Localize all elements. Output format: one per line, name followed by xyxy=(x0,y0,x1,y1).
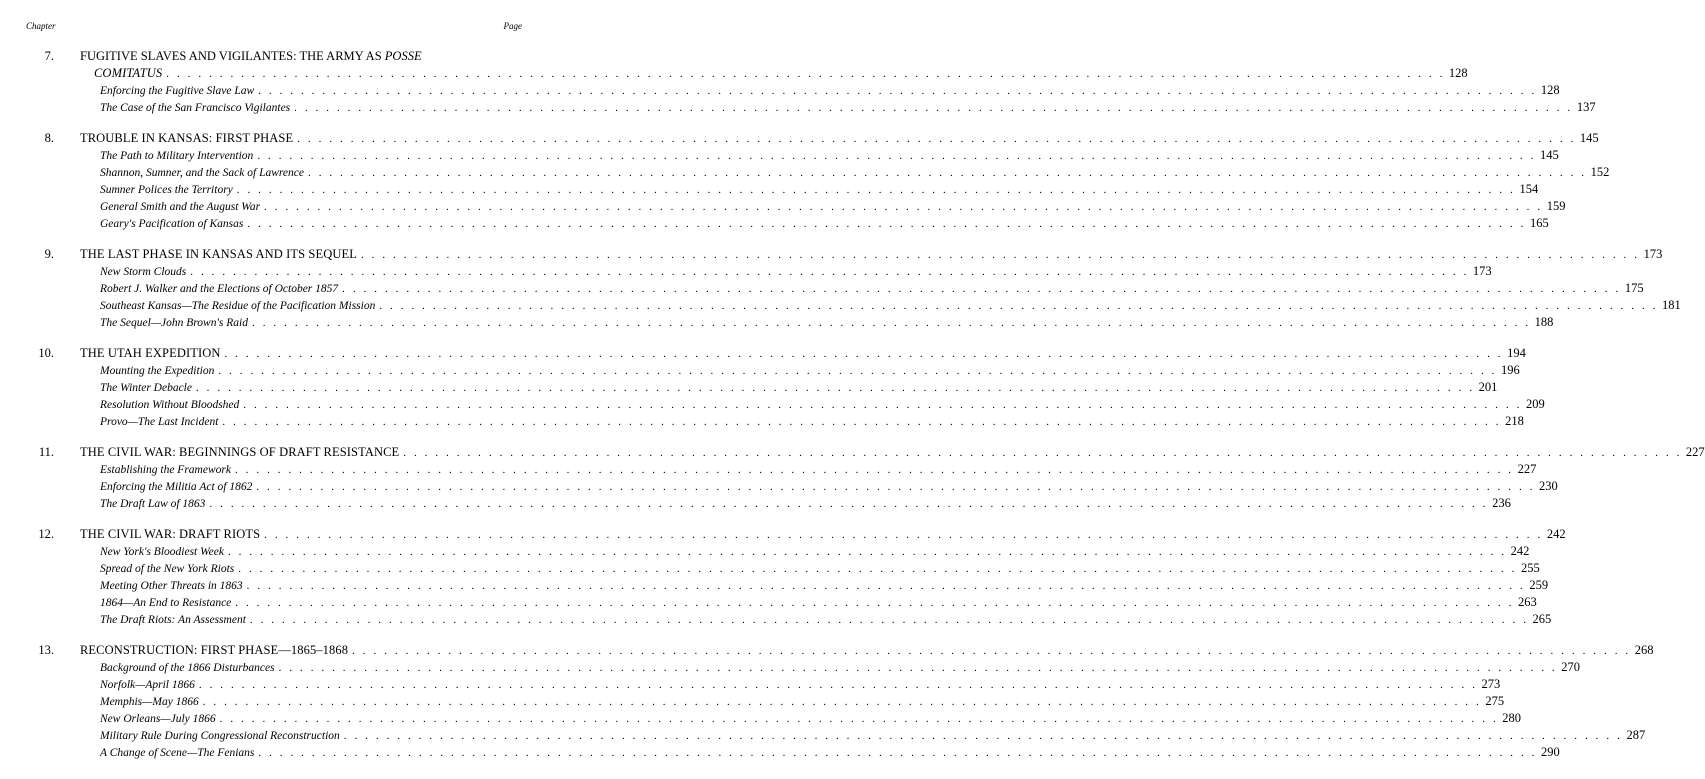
section-entry xyxy=(0,164,1610,181)
section-title: Memphis—May 1866 xyxy=(100,696,199,708)
section-page: 263 xyxy=(1517,595,1537,609)
section-entry xyxy=(0,362,1520,379)
section-entry xyxy=(0,543,1530,560)
chapter-page: 173 xyxy=(1643,247,1663,261)
entry-row xyxy=(100,379,1498,397)
chapter-number: 11. xyxy=(38,445,54,459)
dot-leader: . . . . . . . . . . . . . . . . . . . . . . . . . . . . . . . . . . . . . . . . . . . . . . . . . . . . . . . . . . . . . . . . . . . . . . . . . . . . . . . . . . . . . . . . . . . . . . . . . . . . . . . . . . . . . . . . . . . . . . . . xyxy=(227,546,1507,558)
dot-leader: . . . . . . . . . . . . . . . . . . . . . . . . . . . . . . . . . . . . . . . . . . . . . . . . . . . . . . . . . . . . . . . . . . . . . . . . . . . . . . . . . . . . . . . . . . . . . . . . . . . . . . . . . . . . . . . . . . . . . . . . xyxy=(246,580,1526,592)
chapter-title-line xyxy=(0,246,1663,263)
chapter-block xyxy=(0,345,1545,430)
section-title: Meeting Other Threats in 1863 xyxy=(100,580,243,592)
chapter-block xyxy=(0,130,1610,232)
dot-leader: . . . . . . . . . . . . . . . . . . . . . . . . . . . . . . . . . . . . . . . . . . . . . . . . . . . . . . . . . . . . . . . . . . . . . . . . . . . . . . . . . . . . . . . . . . . . . . . . . . . . . . . . . . . . . . . . . . . . . . . . xyxy=(264,201,1543,213)
entry-row xyxy=(100,693,1505,711)
section-entry xyxy=(0,659,1581,676)
dot-leader: . . . . . . . . . . . . . . . . . . . . . . . . . . . . . . . . . . . . . . . . . . . . . . . . . . . . . . . . . . . . . . . . . . . . . . . . . . . . . . . . . . . . . . . . . . . . . . . . . . . . . . . . . . . . . . . . . . . . . . . . xyxy=(247,218,1526,230)
section-page: 128 xyxy=(1540,83,1560,97)
section-title: A Change of Scene—The Fenians xyxy=(100,747,255,759)
chapter-number: 9. xyxy=(44,247,54,261)
entry-row xyxy=(100,478,1558,496)
dot-leader: . . . . . . . . . . . . . . . . . . . . . . . . . . . . . . . . . . . . . . . . . . . . . . . . . . . . . . . . . . . . . . . . . . . . . . . . . . . . . . . . . . . . . . . . . . . . . . . . . . . . . . . . . . . . . . . . . . . . . . . . xyxy=(236,184,1516,196)
chapter-page: 128 xyxy=(1448,66,1468,80)
chapter-block xyxy=(0,246,1681,331)
section-title: Resolution Without Bloodshed xyxy=(100,399,240,411)
section-page: 181 xyxy=(1662,298,1681,312)
section-entry xyxy=(0,478,1558,495)
dot-leader: . . . . . . . . . . . . . . . . . . . . . . . . . . . . . . . . . . . . . . . . . . . . . . . . . . . . . . . . . . . . . . . . . . . . . . . . . . . . . . . . . . . . . . . . . . . . . . . . . . . . . . . . . . . . . . . . . . . . . . . . xyxy=(360,249,1640,261)
entry-row xyxy=(100,495,1511,513)
section-entry xyxy=(0,198,1566,215)
dot-leader: . . . . . . . . . . . . . . . . . . . . . . . . . . . . . . . . . . . . . . . . . . . . . . . . . . . . . . . . . . . . . . . . . . . . . . . . . . . . . . . . . . . . . . . . . . . . . . . . . . . . . . . . . . . . . . . . . . . . . . . . xyxy=(379,300,1658,312)
entry-row xyxy=(100,297,1681,315)
entry-row xyxy=(100,659,1581,677)
section-entry xyxy=(0,82,1560,99)
entry-row xyxy=(80,526,1566,544)
section-entry xyxy=(0,181,1539,198)
section-title: Establishing the Framework xyxy=(100,464,231,476)
entry-row xyxy=(100,676,1501,694)
section-title: The Sequel—John Brown's Raid xyxy=(100,317,249,329)
section-title: The Path to Military Intervention xyxy=(100,150,254,162)
section-page: 159 xyxy=(1546,199,1566,213)
chapter-title-line xyxy=(0,130,1599,147)
entry-row xyxy=(100,594,1537,612)
chapter-title-line xyxy=(0,642,1654,659)
section-page: 242 xyxy=(1510,544,1530,558)
dot-leader: . . . . . . . . . . . . . . . . . . . . . . . . . . . . . . . . . . . . . . . . . . . . . . . . . . . . . . . . . . . . . . . . . . . . . . . . . . . . . . . . . . . . . . . . . . . . . . . . . . . . . . . . . . . . . . . . . . . . . . . . xyxy=(238,563,1517,575)
dot-leader: . . . . . . . . . . . . . . . . . . . . . . . . . . . . . . . . . . . . . . . . . . . . . . . . . . . . . . . . . . . . . . . . . . . . . . . . . . . . . . . . . . . . . . . . . . . . . . . . . . . . . . . . . . . . . . . . . . . . . . . . xyxy=(224,348,1504,360)
dot-leader: . . . . . . . . . . . . . . . . . . . . . . . . . . . . . . . . . . . . . . . . . . . . . . . . . . . . . . . . . . . . . . . . . . . . . . . . . . . . . . . . . . . . . . . . . . . . . . . . . . . . . . . . . . . . . . . . . . . . . . . . xyxy=(258,85,1537,97)
column-header-chapter: Chapter xyxy=(26,21,56,31)
section-entry xyxy=(0,314,1554,331)
section-page: 236 xyxy=(1492,496,1511,510)
dot-leader: . . . . . . . . . . . . . . . . . . . . . . . . . . . . . . . . . . . . . . . . . . . . . . . . . . . . . . . . . . . . . . . . . . . . . . . . . . . . . . . . . . . . . . . . . . . . . . . . . . . . . . . . . . . . . . . . . . . . . . . . xyxy=(249,614,1529,626)
section-page: 152 xyxy=(1590,165,1610,179)
entry-row xyxy=(94,65,1468,83)
entry-row xyxy=(100,396,1545,414)
dot-leader: . . . . . . . . . . . . . . . . . . . . . . . . . . . . . . . . . . . . . . . . . . . . . . . . . . . . . . . . . . . . . . . . . . . . . . . . . . . . . . . . . . . . . . . . . . . . . . . . . . . . . . . . . . . . . . . . . . . . . . . . xyxy=(202,696,1482,708)
section-page: 201 xyxy=(1478,380,1498,394)
section-entry xyxy=(0,280,1644,297)
entry-row xyxy=(100,99,1596,117)
chapter-number: 13. xyxy=(38,643,54,657)
section-entry xyxy=(0,727,1646,744)
section-entry xyxy=(0,744,1560,761)
dot-leader: . . . . . . . . . . . . . . . . . . . . . . . . . . . . . . . . . . . . . . . . . . . . . . . . . . . . . . . . . . . . . . . . . . . . . . . . . . . . . . . . . . . . . . . . . . . . . . . . . . . . . . . . . . . . . . . . . . . . . . . . xyxy=(264,529,1543,541)
section-entry xyxy=(0,147,1559,164)
section-page: 273 xyxy=(1481,677,1501,691)
section-entry xyxy=(0,461,1537,478)
dot-leader: . . . . . . . . . . . . . . . . . . . . . . . . . . . . . . . . . . . . . . . . . . . . . . . . . . . . . . . . . . . . . . . . . . . . . . . . . . . . . . . . . . . . . . . . . . . . . . . . . . . . . . . . . . . . . . . . . . . . . . . . xyxy=(234,464,1514,476)
section-title: Spread of the New York Riots xyxy=(100,563,235,575)
entry-row xyxy=(100,611,1552,629)
dot-leader: . . . . . . . . . . . . . . . . . . . . . . . . . . . . . . . . . . . . . . . . . . . . . . . . . . . . . . . . . . . . . . . . . . . . . . . . . . . . . . . . . . . . . . . . . . . . . . . . . . . . . . . . . . . . . . . . . . . . . . . . xyxy=(218,365,1497,377)
section-title: New York's Bloodiest Week xyxy=(100,546,224,558)
section-page: 165 xyxy=(1529,216,1549,230)
chapter-title-italic: POSSE xyxy=(384,49,422,63)
entry-row xyxy=(80,246,1663,264)
section-page: 154 xyxy=(1519,182,1539,196)
section-page: 275 xyxy=(1485,694,1505,708)
section-entry xyxy=(0,560,1540,577)
dot-leader: . . . . . . . . . . . . . . . . . . . . . . . . . . . . . . . . . . . . . . . . . . . . . . . . . . . . . . . . . . . . . . . . . . . . . . . . . . . . . . . . . . . . . . . . . . . . . . . . . . . . . . . . . . . . . . . . . . . . . . . . xyxy=(222,416,1502,428)
entry-row xyxy=(100,280,1644,298)
section-title: Military Rule During Congressional Reconstruction xyxy=(100,730,340,742)
section-entry xyxy=(0,379,1498,396)
section-page: 290 xyxy=(1541,745,1560,759)
section-title: Geary's Pacification of Kansas xyxy=(100,218,244,230)
chapter-number: 10. xyxy=(38,346,54,360)
entry-row xyxy=(80,345,1526,363)
dot-leader: . . . . . . . . . . . . . . . . . . . . . . . . . . . . . . . . . . . . . . . . . . . . . . . . . . . . . . . . . . . . . . . . . . . . . . . . . . . . . . . . . . . . . . . . . . . . . . . . . . . . . . . . . . . . . . . . . . . . . . . . xyxy=(257,150,1536,162)
dot-leader: . . . . . . . . . . . . . . . . . . . . . . . . . . . . . . . . . . . . . . . . . . . . . . . . . . . . . . . . . . . . . . . . . . . . . . . . . . . . . . . . . . . . . . . . . . . . . . . . . . . . . . . . . . . . . . . . . . . . . . . . xyxy=(195,382,1475,394)
section-page: 230 xyxy=(1539,479,1558,493)
entry-row xyxy=(100,744,1560,762)
section-title: Enforcing the Fugitive Slave Law xyxy=(100,85,255,97)
dot-leader: . . . . . . . . . . . . . . . . . . . . . . . . . . . . . . . . . . . . . . . . . . . . . . . . . . . . . . . . . . . . . . . . . . . . . . . . . . . . . . . . . . . . . . . . . . . . . . . . . . . . . . . . . . . . . . . . . . . . . . . . xyxy=(256,481,1536,493)
chapter-block xyxy=(0,526,1566,628)
entry-row xyxy=(100,461,1537,479)
dot-leader: . . . . . . . . . . . . . . . . . . . . . . . . . . . . . . . . . . . . . . . . . . . . . . . . . . . . . . . . . . . . . . . . . . . . . . . . . . . . . . . . . . . . . . . . . . . . . . . . . . . . . . . . . . . . . . . . . . . . . . . . xyxy=(278,662,1558,674)
chapter-block xyxy=(0,642,1654,761)
chapter-title-italic: COMITATUS xyxy=(94,66,163,80)
chapter-title-line xyxy=(0,65,1468,82)
section-page: 265 xyxy=(1532,612,1552,626)
dot-leader: . . . . . . . . . . . . . . . . . . . . . . . . . . . . . . . . . . . . . . . . . . . . . . . . . . . . . . . . . . . . . . . . . . . . . . . . . . . . . . . . . . . . . . . . . . . . . . . . . . . . . . . . . . . . . . . . . . . . . . . . xyxy=(166,68,1445,80)
section-page: 137 xyxy=(1576,100,1596,114)
entry-row xyxy=(100,215,1549,233)
chapter-number: 12. xyxy=(38,527,54,541)
entry-row xyxy=(100,198,1566,216)
entry-row xyxy=(100,164,1610,182)
dot-leader: . . . . . . . . . . . . . . . . . . . . . . . . . . . . . . . . . . . . . . . . . . . . . . . . . . . . . . . . . . . . . . . . . . . . . . . . . . . . . . . . . . . . . . . . . . . . . . . . . . . . . . . . . . . . . . . . . . . . . . . . xyxy=(209,498,1489,510)
section-entry xyxy=(0,495,1511,512)
entry-row xyxy=(100,147,1559,165)
section-title: Norfolk—April 1866 xyxy=(100,679,195,691)
section-entry xyxy=(0,263,1492,280)
section-page: 188 xyxy=(1534,315,1554,329)
entry-row xyxy=(100,577,1549,595)
chapter-page: 145 xyxy=(1579,131,1599,145)
dot-leader: . . . . . . . . . . . . . . . . . . . . . . . . . . . . . . . . . . . . . . . . . . . . . . . . . . . . . . . . . . . . . . . . . . . . . . . . . . . . . . . . . . . . . . . . . . . . . . . . . . . . . . . . . . . . . . . . . . . . . . . . xyxy=(198,679,1478,691)
chapter-title: THE CIVIL WAR: BEGINNINGS OF DRAFT RESISTANCE xyxy=(80,445,400,459)
section-title: The Draft Riots: An Assessment xyxy=(100,614,246,626)
entry-row xyxy=(100,82,1560,100)
chapter-title-part: FUGITIVE SLAVES AND VIGILANTES: THE ARMY AS POSSE xyxy=(80,49,422,63)
dot-leader: . . . . . . . . . . . . . . . . . . . . . . . . . . . . . . . . . . . . . . . . . . . . . . . . . . . . . . . . . . . . . . . . . . . . . . . . . . . . . . . . . . . . . . . . . . . . . . . . . . . . . . . . . . . . . . . . . . . . . . . . xyxy=(235,597,1514,609)
chapter-page: 227 xyxy=(1685,445,1705,459)
chapter-page: 194 xyxy=(1507,346,1526,360)
section-title: The Case of the San Francisco Vigilantes xyxy=(100,102,291,114)
chapter-block xyxy=(0,48,1596,116)
section-page: 196 xyxy=(1501,363,1520,377)
section-title: Robert J. Walker and the Elections of October 1857 xyxy=(100,283,339,295)
chapter-title: TROUBLE IN KANSAS: FIRST PHASE xyxy=(80,131,294,145)
section-title: New Storm Clouds xyxy=(100,266,187,278)
dot-leader: . . . . . . . . . . . . . . . . . . . . . . . . . . . . . . . . . . . . . . . . . . . . . . . . . . . . . . . . . . . . . . . . . . . . . . . . . . . . . . . . . . . . . . . . . . . . . . . . . . . . . . . . . . . . . . . . . . . . . . . . xyxy=(219,713,1499,725)
entry-row xyxy=(80,444,1705,462)
chapter-title: THE UTAH EXPEDITION xyxy=(80,346,221,360)
section-title: New Orleans—July 1866 xyxy=(100,713,216,725)
section-title: General Smith and the August War xyxy=(100,201,261,213)
entry-row xyxy=(100,413,1524,431)
section-page: 218 xyxy=(1505,414,1524,428)
chapter-number: 8. xyxy=(44,131,54,145)
section-title: Background of the 1866 Disturbances xyxy=(100,662,275,674)
column-header-page: Page xyxy=(503,21,522,31)
dot-leader: . . . . . . . . . . . . . . . . . . . . . . . . . . . . . . . . . . . . . . . . . . . . . . . . . . . . . . . . . . . . . . . . . . . . . . . . . . . . . . . . . . . . . . . . . . . . . . . . . . . . . . . . . . . . . . . . . . . . . . . . xyxy=(294,102,1573,114)
chapter-title: THE LAST PHASE IN KANSAS AND ITS SEQUEL xyxy=(80,247,357,261)
section-page: 255 xyxy=(1520,561,1540,575)
section-title: Provo—The Last Incident xyxy=(100,416,219,428)
dot-leader: . . . . . . . . . . . . . . . . . . . . . . . . . . . . . . . . . . . . . . . . . . . . . . . . . . . . . . . . . . . . . . . . . . . . . . . . . . . . . . . . . . . . . . . . . . . . . . . . . . . . . . . . . . . . . . . . . . . . . . . . xyxy=(258,747,1538,759)
section-entry xyxy=(0,577,1549,594)
dot-leader: . . . . . . . . . . . . . . . . . . . . . . . . . . . . . . . . . . . . . . . . . . . . . . . . . . . . . . . . . . . . . . . . . . . . . . . . . . . . . . . . . . . . . . . . . . . . . . . . . . . . . . . . . . . . . . . . . . . . . . . . xyxy=(343,730,1623,742)
section-title: Enforcing the Militia Act of 1862 xyxy=(100,481,253,493)
chapter-title-line xyxy=(0,48,558,65)
chapter-title-line xyxy=(0,444,1705,461)
dot-leader: . . . . . . . . . . . . . . . . . . . . . . . . . . . . . . . . . . . . . . . . . . . . . . . . . . . . . . . . . . . . . . . . . . . . . . . . . . . . . . . . . . . . . . . . . . . . . . . . . . . . . . . . . . . . . . . . . . . . . . . . xyxy=(190,266,1469,278)
entry-row xyxy=(100,263,1492,281)
chapter-title: RECONSTRUCTION: FIRST PHASE—1865–1868 xyxy=(80,643,349,657)
chapter-title: THE CIVIL WAR: DRAFT RIOTS xyxy=(80,527,261,541)
entry-row xyxy=(100,543,1530,561)
section-entry xyxy=(0,611,1552,628)
section-title: Shannon, Sumner, and the Sack of Lawrence xyxy=(100,167,304,179)
section-entry xyxy=(0,396,1545,413)
entry-row xyxy=(100,560,1540,578)
dot-leader: . . . . . . . . . . . . . . . . . . . . . . . . . . . . . . . . . . . . . . . . . . . . . . . . . . . . . . . . . . . . . . . . . . . . . . . . . . . . . . . . . . . . . . . . . . . . . . . . . . . . . . . . . . . . . . . . . . . . . . . . xyxy=(308,167,1587,179)
dot-leader: . . . . . . . . . . . . . . . . . . . . . . . . . . . . . . . . . . . . . . . . . . . . . . . . . . . . . . . . . . . . . . . . . . . . . . . . . . . . . . . . . . . . . . . . . . . . . . . . . . . . . . . . . . . . . . . . . . . . . . . . xyxy=(403,447,1682,459)
entry-row xyxy=(80,130,1599,148)
chapter-title-line xyxy=(0,345,1526,362)
entry-row xyxy=(100,710,1522,728)
section-title: Mounting the Expedition xyxy=(100,365,215,377)
dot-leader: . . . . . . . . . . . . . . . . . . . . . . . . . . . . . . . . . . . . . . . . . . . . . . . . . . . . . . . . . . . . . . . . . . . . . . . . . . . . . . . . . . . . . . . . . . . . . . . . . . . . . . . . . . . . . . . . . . . . . . . . xyxy=(297,133,1576,145)
entry-row xyxy=(100,362,1520,380)
section-title: Sumner Polices the Territory xyxy=(100,184,233,196)
section-entry xyxy=(0,676,1501,693)
section-entry xyxy=(0,297,1681,314)
section-page: 175 xyxy=(1624,281,1644,295)
section-entry xyxy=(0,710,1522,727)
section-entry xyxy=(0,594,1537,611)
section-page: 209 xyxy=(1525,397,1545,411)
section-page: 173 xyxy=(1472,264,1492,278)
table-of-contents xyxy=(0,48,1705,775)
entry-row xyxy=(100,727,1646,745)
section-entry xyxy=(0,413,1524,430)
entry-row xyxy=(100,314,1554,332)
chapter-number: 7. xyxy=(44,49,54,63)
entry-row xyxy=(80,642,1654,660)
dot-leader: . . . . . . . . . . . . . . . . . . . . . . . . . . . . . . . . . . . . . . . . . . . . . . . . . . . . . . . . . . . . . . . . . . . . . . . . . . . . . . . . . . . . . . . . . . . . . . . . . . . . . . . . . . . . . . . . . . . . . . . . xyxy=(342,283,1621,295)
section-page: 287 xyxy=(1626,728,1646,742)
section-entry xyxy=(0,693,1505,710)
dot-leader: . . . . . . . . . . . . . . . . . . . . . . . . . . . . . . . . . . . . . . . . . . . . . . . . . . . . . . . . . . . . . . . . . . . . . . . . . . . . . . . . . . . . . . . . . . . . . . . . . . . . . . . . . . . . . . . . . . . . . . . . xyxy=(252,317,1531,329)
chapter-block xyxy=(0,444,1705,512)
section-page: 145 xyxy=(1539,148,1559,162)
chapter-page: 242 xyxy=(1546,527,1566,541)
entry-row xyxy=(100,181,1539,199)
section-title: Southeast Kansas—The Residue of the Pacification Mission xyxy=(100,300,376,312)
section-page: 270 xyxy=(1561,660,1581,674)
section-title: The Draft Law of 1863 xyxy=(100,498,206,510)
section-entry xyxy=(0,215,1549,232)
section-entry xyxy=(0,99,1596,116)
dot-leader: . . . . . . . . . . . . . . . . . . . . . . . . . . . . . . . . . . . . . . . . . . . . . . . . . . . . . . . . . . . . . . . . . . . . . . . . . . . . . . . . . . . . . . . . . . . . . . . . . . . . . . . . . . . . . . . . . . . . . . . . xyxy=(352,645,1631,657)
section-page: 259 xyxy=(1529,578,1549,592)
section-page: 227 xyxy=(1517,462,1537,476)
section-title: 1864—An End to Resistance xyxy=(100,597,232,609)
section-title: The Winter Debacle xyxy=(100,382,192,394)
chapter-page: 268 xyxy=(1634,643,1654,657)
chapter-title-line xyxy=(0,526,1566,543)
dot-leader: . . . . . . . . . . . . . . . . . . . . . . . . . . . . . . . . . . . . . . . . . . . . . . . . . . . . . . . . . . . . . . . . . . . . . . . . . . . . . . . . . . . . . . . . . . . . . . . . . . . . . . . . . . . . . . . . . . . . . . . . xyxy=(243,399,1522,411)
section-page: 280 xyxy=(1502,711,1522,725)
